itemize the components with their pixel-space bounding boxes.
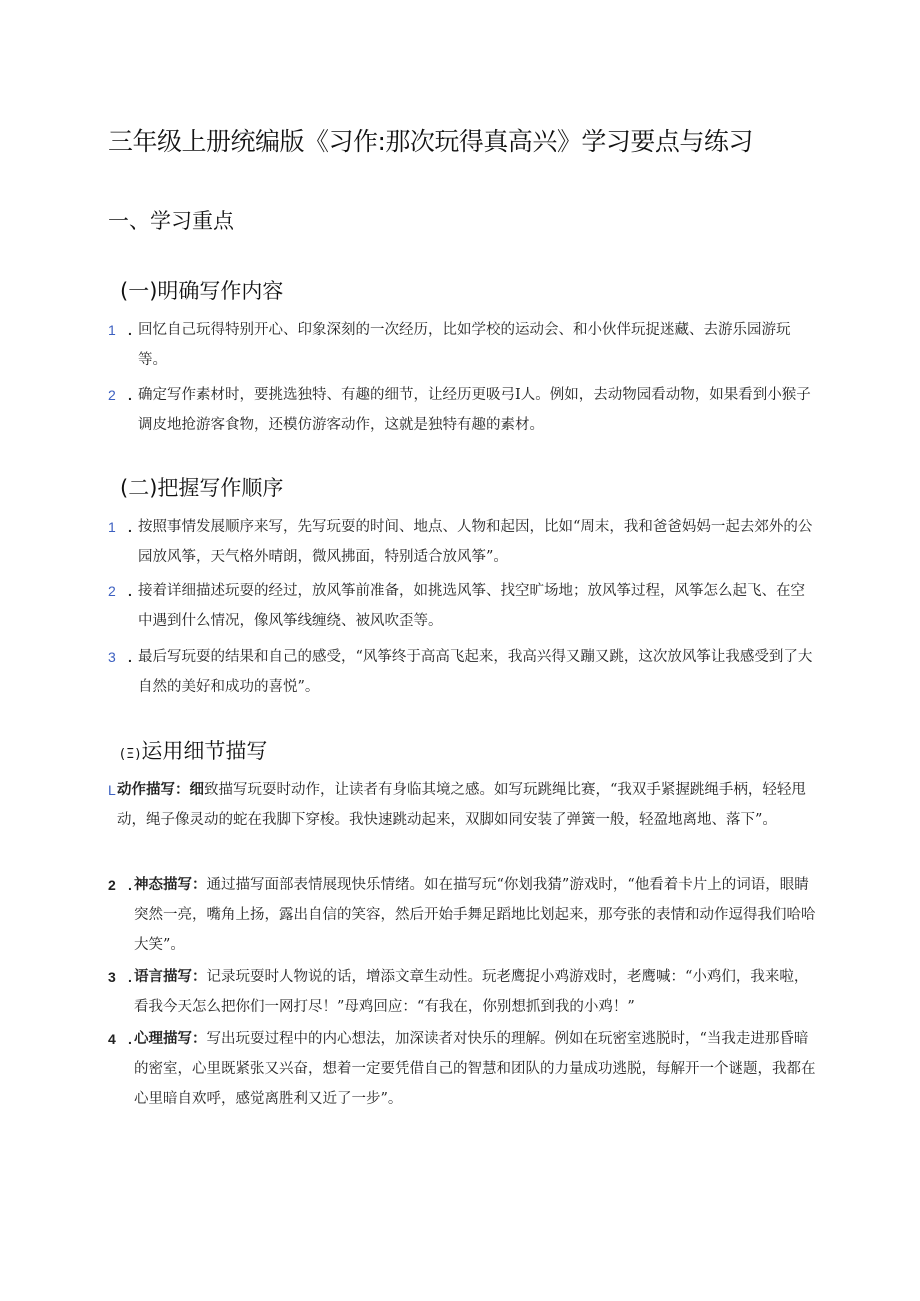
list-number: 3 [108,649,116,665]
list-number: 1 [108,519,116,535]
list-item-text: 写出玩耍过程中的内心想法，加深读者对快乐的理解。例如在玩密室逃脱时，“当我走进那昏暗的密室，心里既紧张又兴奋，想着一定要凭借自己的智慧和团队的力量成功逃脱，每解开一个谜题，我都在心里暗自欢呼，感觉离胜利又近了一步”。 [134,1031,816,1107]
list-dot: . [128,649,132,665]
section-heading-study-focus: 一、学习重点 [108,209,234,233]
list-dot: . [128,583,132,599]
subheading-writing-content: (一)明确写作内容 [120,279,284,303]
subheading-text: 运用细节描写 [141,739,268,763]
subheading-writing-order: (二)把握写作顺序 [120,476,284,500]
list-item-text: 记录玩耍时人物说的话，增添文章生动性。玩老鹰捉小鸡游戏时，老鹰喊：“小鸡们，我来啦，看我今天怎么把你们一网打尽！”母鸡回应：“有我在，你别想抓到我的小鸡！” [134,969,809,1015]
list-item-text: 致描写玩耍时动作，让读者有身临其境之感。如写玩跳绳比赛，“我双手紧握跳绳手柄，轻轻甩动，绳子像灵动的蛇在我脚下穿梭。我快速跳动起来，双脚如同安装了弹簧一般，轻盈地离地、落下”。 [117,782,806,828]
list-item-expression [108,870,818,960]
list-number: 4 [108,1031,116,1047]
list-number: 2 [108,387,116,403]
list-item-text: 确定写作素材时，要挑选独特、有趣的细节，让经历更吸弓I人。例如，去动物园看动物，如果看到小猴子调皮地抢游客食物，还模仿游客动作，这就是独特有趣的素材。 [138,387,811,433]
list-item-text: 最后写玩耍的结果和自己的感受，“风筝终于高高飞起来，我高兴得又蹦又跳，这次放风筝让我感受到了大自然的美好和成功的喜悦”。 [138,649,813,695]
list-number: 2 [108,877,116,893]
list-item-psychology [108,1024,818,1114]
list-number: 2 [108,583,116,599]
list-dot: . [128,969,132,985]
list-dot: . [128,1031,132,1047]
subheading-prefix: (Ξ) [120,747,142,762]
page-title: 三年级上册统编版《习作:那次玩得真高兴》学习要点与练习 [108,127,753,156]
list-item [108,642,818,702]
subheading-detail-description [120,735,267,765]
list-item-text: 回忆自己玩得特别开心、印象深刻的一次经历，比如学校的运动会、和小伙伴玩捉迷藏、去游乐园游玩等。 [138,322,791,368]
list-dot: . [128,322,132,338]
detail-label: 动作描写：细 [117,782,204,798]
list-item-action [108,775,818,835]
detail-label: 心理描写： [134,1031,207,1047]
list-number: 3 [108,969,116,985]
list-item [108,576,818,636]
detail-label: 语言描写： [134,969,207,985]
list-item [108,315,818,375]
list-item-text: 接着详细描述玩耍的经过，放风筝前准备，如挑选风筝、找空旷场地；放风筝过程，风筝怎么起飞、在空中遇到什么情况，像风筝线缠绕、被风吹歪等。 [138,583,805,629]
list-item-text: 按照事情发展顺序来写，先写玩耍的时间、地点、人物和起因，比如“周末，我和爸爸妈妈一起去郊外的公园放风筝，天气格外晴朗，微风拂面，特别适合放风筝”。 [138,519,813,565]
list-number: L [108,782,116,798]
list-item [108,380,818,440]
list-dot: . [128,387,132,403]
list-dot: . [128,877,132,893]
list-item-speech [108,962,818,1022]
list-dot: . [128,519,132,535]
list-item [108,512,818,572]
detail-label: 神态描写： [134,877,207,893]
list-item-text: 通过描写面部表情展现快乐情绪。如在描写玩“你划我猜”游戏时，“他看着卡片上的词语，眼睛突然一亮，嘴角上扬，露出自信的笑容，然后开始手舞足蹈地比划起来，那夸张的表情和动作逗得我们哈哈大笑”。 [134,877,816,953]
list-number: 1 [108,322,116,338]
